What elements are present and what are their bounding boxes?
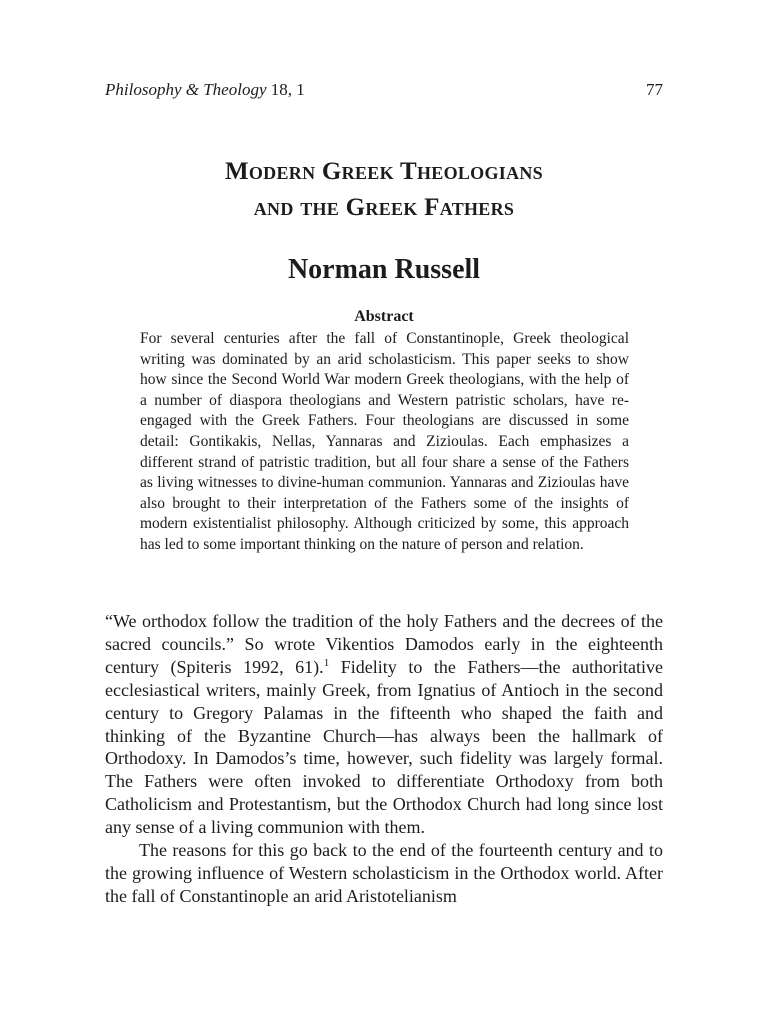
body-text bbox=[105, 610, 663, 908]
abstract-block bbox=[140, 329, 629, 556]
journal-issue: 18, 1 bbox=[270, 80, 305, 99]
article-title bbox=[105, 154, 663, 226]
journal-name: Philosophy & Theology bbox=[105, 80, 267, 99]
paragraph-2: The reasons for this go back to the end of the fourteenth century and to the growing influence of Western scholasticism in the Orthodox world. After the fall of Constantinople an arid Aristotelianism bbox=[105, 840, 663, 906]
author-name: Norman Russell bbox=[287, 254, 481, 285]
paragraph-1-end: Fidelity to the Fathers—the authoritative ecclesiastical writers, mainly Greek, from Ignatius of Antioch in the second century to Gregory Palamas in the fifteenth who shaped the faith and thinking of the Byzantine Church—has always been the hallmark of Orthodoxy. In Damodos’s time, however, such fidelity was largely formal. The Fathers were often invoked to differentiate Orthodoxy from both Catholicism and Protestantism, but the Orthodox Church had long since lost any sense of a living communion with them. bbox=[105, 656, 663, 838]
abstract-text: For several centuries after the fall of Constantinople, Greek theological writing was dominated by an arid scholasticism. This paper seeks to show how since the Second World War modern Greek theologians, with the help of a number of diaspora theologians and Western patristic scholars, have re-engaged with the Greek Fathers. Four theologians are discussed in some detail: Gontikakis, Nellas, Yannaras and Zizioulas. Each emphasizes a different strand of patristic tradition, but all four share a sense of the Fathers as living witnesses to divine-human communion. Yannaras and Zizioulas have also brought to their interpretation of the Fathers some of the insights of modern existentialist philosophy. Although criticized by some, this approach has led to some important thinking on the nature of person and relation. bbox=[140, 330, 629, 553]
title-line-2: and the Greek Fathers bbox=[253, 194, 515, 221]
running-head bbox=[105, 80, 663, 104]
journal-citation bbox=[105, 80, 305, 100]
title-line-1: Modern Greek Theologians bbox=[224, 158, 543, 185]
abstract-heading: Abstract bbox=[354, 308, 414, 325]
paragraph-1 bbox=[105, 610, 663, 839]
paragraph-1-start: “We orthodox follow the tradition of the holy Fathers and the decrees of the sacred councils.” So wrote Vikentios Damodos early in the eighteenth century (Spiteris 1992, 61). bbox=[105, 611, 663, 677]
footnote-marker: 1 bbox=[323, 656, 330, 669]
page-number: 77 bbox=[646, 80, 663, 99]
